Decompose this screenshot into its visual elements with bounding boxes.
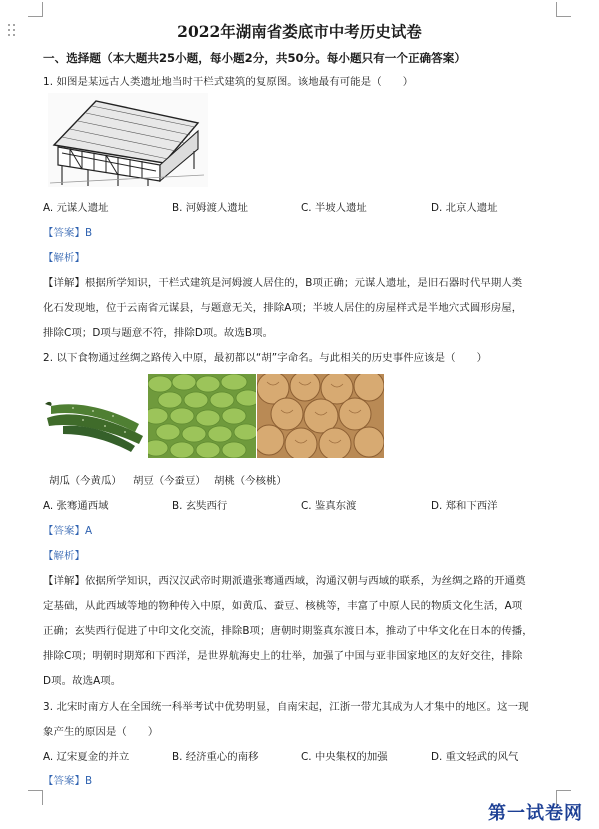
corner-mark: [28, 790, 43, 805]
broad-bean-image: [148, 374, 256, 458]
cucumber-image: [43, 374, 147, 458]
question-1-stem: 1. 如图是某远古人类遗址地当时干栏式建筑的复原图。该地最有可能是（ ）: [43, 76, 414, 88]
stilt-house-image: [48, 93, 208, 187]
detail-line: 【详解】根据所学知识，干栏式建筑是河姆渡人居住的，B项正确；元谋人遗址，是旧石器时代早期人类: [43, 277, 523, 289]
option-c: C. 半坡人遗址: [301, 202, 367, 214]
option-b: B. 河姆渡人遗址: [172, 202, 249, 214]
option-c: C. 鉴真东渡: [301, 500, 357, 512]
option-a: A. 辽宋夏金的并立: [43, 751, 130, 763]
answer-label: 【答案】A: [43, 525, 93, 537]
corner-mark: [28, 2, 43, 17]
image-caption: 胡桃（今核桃）: [214, 475, 287, 487]
analysis-label: 【解析】: [43, 550, 85, 562]
detail-line: 化石发现地，位于云南省元谋县，与题意无关，排除A项；半坡人居住的房屋样式是半地穴式圆形房屋，: [43, 302, 523, 314]
detail-line: 排除C项；D项与题意不符，排除D项。故选B项。: [43, 327, 274, 339]
option-d: D. 郑和下西洋: [431, 500, 498, 512]
question-2-stem: 2. 以下食物通过丝绸之路传入中原，最初都以“胡”字命名。与此相关的历史事件应该是（ ）: [43, 352, 488, 364]
analysis-label: 【解析】: [43, 252, 85, 264]
detail-line: D项。故选A项。: [43, 675, 122, 687]
site-watermark: 第一试卷网: [488, 803, 583, 824]
detail-line: 【详解】依据所学知识，西汉汉武帝时期派遣张骞通西域，沟通汉朝与西域的联系，为丝绸之路的开通奠: [43, 575, 526, 587]
image-caption: 胡瓜（今黄瓜）: [49, 475, 122, 487]
option-b: B. 玄奘西行: [172, 500, 228, 512]
section-header: 一、选择题（本大题共25小题，每小题2分，共50分。每小题只有一个正确答案）: [43, 51, 466, 65]
detail-line: 定基础，从此西域等地的物种传入中原，如黄瓜、蚕豆、核桃等，丰富了中原人民的物质文化生活，A项: [43, 600, 523, 612]
detail-line: 正确；玄奘西行促进了中印文化交流，排除B项；唐朝时期鉴真东渡日本，推动了中华文化在日本的传播，: [43, 625, 533, 637]
question-3-stem: 3. 北宋时南方人在全国统一科举考试中优势明显，自南宋起，江浙一带尤其成为人才集中的地区。这一现: [43, 701, 529, 713]
walnut-image: [257, 374, 384, 458]
page-title: 2022年湖南省娄底市中考历史试卷: [177, 22, 422, 41]
option-a: A. 元谋人遗址: [43, 202, 109, 214]
question-3-stem: 象产生的原因是（ ）: [43, 726, 159, 738]
answer-label: 【答案】B: [43, 227, 93, 239]
option-c: C. 中央集权的加强: [301, 751, 388, 763]
option-a: A. 张骞通西域: [43, 500, 109, 512]
detail-line: 排除C项；明朝时期郑和下西洋，是世界航海史上的壮举，加强了中国与亚非国家地区的友好交往，排除: [43, 650, 523, 662]
corner-mark: [556, 2, 571, 17]
option-b: B. 经济重心的南移: [172, 751, 259, 763]
option-d: D. 北京人遗址: [431, 202, 498, 214]
image-caption: 胡豆（今蚕豆）: [133, 475, 206, 487]
option-d: D. 重文轻武的风气: [431, 751, 519, 763]
answer-label: 【答案】B: [43, 775, 93, 787]
